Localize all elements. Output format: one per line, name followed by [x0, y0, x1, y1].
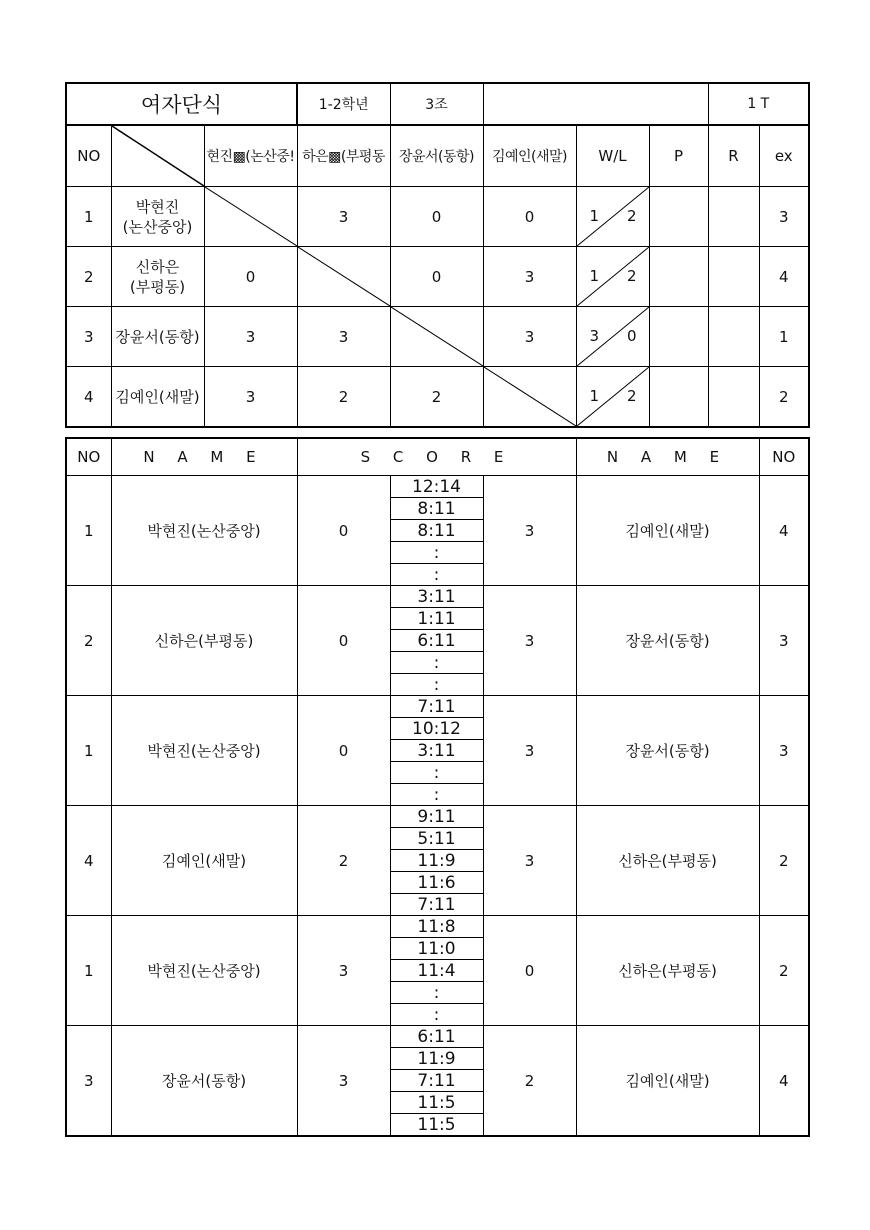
set-score: : — [391, 652, 483, 674]
match-right-no: 2 — [759, 806, 809, 916]
grade-label: 1-2학년 — [297, 83, 390, 125]
player-row-2 — [66, 247, 809, 307]
match-right-score: 3 — [483, 476, 576, 586]
p-header: P — [649, 125, 708, 187]
title-row — [66, 83, 809, 125]
set-score: : — [391, 762, 483, 784]
match-set-scores — [390, 586, 483, 696]
set-score: : — [433, 674, 440, 695]
set-score: : — [391, 542, 483, 564]
set-score: : — [433, 564, 440, 585]
match-right-no: 3 — [759, 696, 809, 806]
set-score-list — [391, 476, 483, 585]
points-cell — [649, 307, 708, 367]
match-left-no: 3 — [66, 1026, 111, 1137]
match-right-name: 장윤서(동항) — [576, 696, 759, 806]
match-right-score: 0 — [483, 916, 576, 1026]
wins-value: 3 — [589, 327, 600, 345]
points-cell — [649, 187, 708, 247]
set-score: 11:6 — [391, 872, 483, 894]
set-score: 8:11 — [391, 498, 483, 520]
column-header-row — [66, 125, 809, 187]
player-name — [111, 247, 204, 307]
match-name-left-header: N A M E — [111, 438, 297, 476]
ex-cell: 1 — [759, 307, 809, 367]
match-left-no: 1 — [66, 476, 111, 586]
match-set-scores — [390, 916, 483, 1026]
player-name — [111, 187, 204, 247]
set-score: 11:9 — [391, 850, 483, 872]
player-name-line2: (논산중앙) — [122, 217, 193, 236]
set-score-list — [391, 696, 483, 805]
match-set-scores — [390, 476, 483, 586]
match-right-score: 3 — [483, 806, 576, 916]
player-no: 4 — [66, 367, 111, 428]
set-score: 10:12 — [391, 718, 483, 740]
match-results-table — [65, 437, 810, 1137]
no-header: NO — [66, 125, 111, 187]
header-player-3: 장윤서(동항) — [390, 125, 483, 187]
self-cell-diagonal — [390, 307, 483, 367]
rank-cell — [708, 307, 759, 367]
match-left-score: 0 — [297, 696, 390, 806]
score-cell: 0 — [483, 187, 576, 247]
player-name-line1: 김예인(새말) — [115, 387, 200, 406]
match-right-score: 3 — [483, 586, 576, 696]
match-right-no: 2 — [759, 916, 809, 1026]
wins-value: 1 — [589, 207, 600, 225]
set-score: 3:11 — [391, 586, 483, 608]
self-cell-diagonal — [483, 367, 576, 428]
self-diagonal-line — [484, 367, 576, 426]
player-name-line1: 신하은 — [135, 257, 180, 276]
match-no-right-header: NO — [759, 438, 809, 476]
match-left-score: 3 — [297, 1026, 390, 1137]
set-score: 11:5 — [417, 1114, 456, 1135]
match-left-name: 김예인(새말) — [111, 806, 297, 916]
set-score-list — [391, 806, 483, 915]
title-blank — [483, 83, 708, 125]
match-header-row — [66, 438, 809, 476]
match-right-score: 2 — [483, 1026, 576, 1137]
self-diagonal-line — [298, 247, 390, 306]
match-left-name: 신하은(부평동) — [111, 586, 297, 696]
match-left-score: 2 — [297, 806, 390, 916]
set-score: 7:11 — [391, 1070, 483, 1092]
set-score: : — [391, 982, 483, 1004]
match-right-name: 김예인(새말) — [576, 476, 759, 586]
set-score: 11:9 — [391, 1048, 483, 1070]
score-cell: 3 — [297, 187, 390, 247]
set-score: : — [433, 784, 440, 805]
self-cell-diagonal — [297, 247, 390, 307]
wl-cell — [576, 247, 649, 307]
match-right-name: 장윤서(동항) — [576, 586, 759, 696]
score-cell: 0 — [204, 247, 297, 307]
set-score: 6:11 — [391, 1026, 483, 1048]
wins-value: 1 — [589, 387, 600, 405]
round-robin-table — [65, 82, 810, 428]
match-no-left-header: NO — [66, 438, 111, 476]
match-left-no: 2 — [66, 586, 111, 696]
header-player-2: 하은▩(부평동 — [297, 125, 390, 187]
set-score: : — [433, 1004, 440, 1025]
match-row — [66, 696, 809, 806]
wl-cell — [576, 307, 649, 367]
player-row-4 — [66, 367, 809, 428]
match-rows — [66, 476, 809, 1137]
match-left-name: 박현진(논산중앙) — [111, 696, 297, 806]
score-cell: 3 — [483, 247, 576, 307]
set-score-list — [391, 916, 483, 1025]
match-left-no: 1 — [66, 916, 111, 1026]
set-score: 3:11 — [391, 740, 483, 762]
header-player-1: 현진▩(논산중! — [204, 125, 297, 187]
match-left-name: 장윤서(동항) — [111, 1026, 297, 1137]
match-right-score: 3 — [483, 696, 576, 806]
match-set-scores — [390, 696, 483, 806]
self-diagonal-line — [391, 307, 483, 366]
score-cell: 3 — [483, 307, 576, 367]
match-left-no: 1 — [66, 696, 111, 806]
set-score: 8:11 — [391, 520, 483, 542]
score-cell: 0 — [390, 187, 483, 247]
set-score-list — [391, 586, 483, 695]
ex-header: ex — [759, 125, 809, 187]
player-name — [111, 367, 204, 428]
match-name-right-header: N A M E — [576, 438, 759, 476]
corner-diagonal-line — [112, 126, 204, 186]
match-left-name: 박현진(논산중앙) — [111, 476, 297, 586]
match-right-name: 김예인(새말) — [576, 1026, 759, 1137]
ex-cell: 2 — [759, 367, 809, 428]
match-left-score: 3 — [297, 916, 390, 1026]
losses-value: 2 — [626, 207, 637, 225]
wl-cell — [576, 187, 649, 247]
losses-value: 2 — [626, 387, 637, 405]
corner-diagonal-cell — [111, 125, 204, 187]
self-diagonal-line — [205, 187, 297, 246]
score-cell: 2 — [297, 367, 390, 428]
set-score: 7:11 — [391, 696, 483, 718]
rank-cell — [708, 367, 759, 428]
wl-slash-line — [577, 307, 649, 366]
set-score: 6:11 — [391, 630, 483, 652]
set-score: 1:11 — [391, 608, 483, 630]
player-no: 2 — [66, 247, 111, 307]
match-left-score: 0 — [297, 586, 390, 696]
self-cell-diagonal — [204, 187, 297, 247]
ex-cell: 4 — [759, 247, 809, 307]
match-row — [66, 916, 809, 1026]
player-no: 3 — [66, 307, 111, 367]
score-cell: 2 — [390, 367, 483, 428]
set-score: 12:14 — [391, 476, 483, 498]
set-score: 7:11 — [417, 894, 456, 915]
player-name-line2: (부평동) — [129, 277, 186, 296]
match-row — [66, 586, 809, 696]
score-cell: 3 — [204, 367, 297, 428]
player-row-1 — [66, 187, 809, 247]
ex-cell: 3 — [759, 187, 809, 247]
set-score: 9:11 — [391, 806, 483, 828]
match-left-no: 4 — [66, 806, 111, 916]
match-row — [66, 476, 809, 586]
rank-cell — [708, 247, 759, 307]
match-right-no: 4 — [759, 1026, 809, 1137]
set-score: 5:11 — [391, 828, 483, 850]
event-title: 여자단식 — [66, 83, 297, 125]
wl-slash-line — [577, 247, 649, 306]
player-row-3 — [66, 307, 809, 367]
round-label: 1 T — [708, 83, 809, 125]
r-header: R — [708, 125, 759, 187]
rank-cell — [708, 187, 759, 247]
player-name-line1: 장윤서(동항) — [115, 327, 200, 346]
wl-slash-line — [577, 187, 649, 246]
score-cell: 3 — [297, 307, 390, 367]
header-player-4: 김예인(새말) — [483, 125, 576, 187]
match-right-no: 4 — [759, 476, 809, 586]
wl-header: W/L — [576, 125, 649, 187]
player-no: 1 — [66, 187, 111, 247]
wins-value: 1 — [589, 267, 600, 285]
match-score-header: S C O R E — [297, 438, 576, 476]
match-right-no: 3 — [759, 586, 809, 696]
wl-slash-line — [577, 367, 649, 426]
match-set-scores — [390, 806, 483, 916]
match-right-name: 신하은(부평동) — [576, 806, 759, 916]
set-score: 11:5 — [391, 1092, 483, 1114]
player-name-line1: 박현진 — [135, 197, 180, 216]
group-label: 3조 — [390, 83, 483, 125]
score-cell: 3 — [204, 307, 297, 367]
losses-value: 0 — [626, 327, 637, 345]
player-name — [111, 307, 204, 367]
losses-value: 2 — [626, 267, 637, 285]
match-row — [66, 1026, 809, 1137]
set-score: 11:8 — [391, 916, 483, 938]
wl-cell — [576, 367, 649, 428]
score-cell: 0 — [390, 247, 483, 307]
match-row — [66, 806, 809, 916]
match-left-score: 0 — [297, 476, 390, 586]
points-cell — [649, 247, 708, 307]
match-right-name: 신하은(부평동) — [576, 916, 759, 1026]
match-set-scores — [390, 1026, 483, 1137]
set-score: 11:4 — [391, 960, 483, 982]
set-score-list — [391, 1026, 483, 1135]
set-score: 11:0 — [391, 938, 483, 960]
points-cell — [649, 367, 708, 428]
match-left-name: 박현진(논산중앙) — [111, 916, 297, 1026]
